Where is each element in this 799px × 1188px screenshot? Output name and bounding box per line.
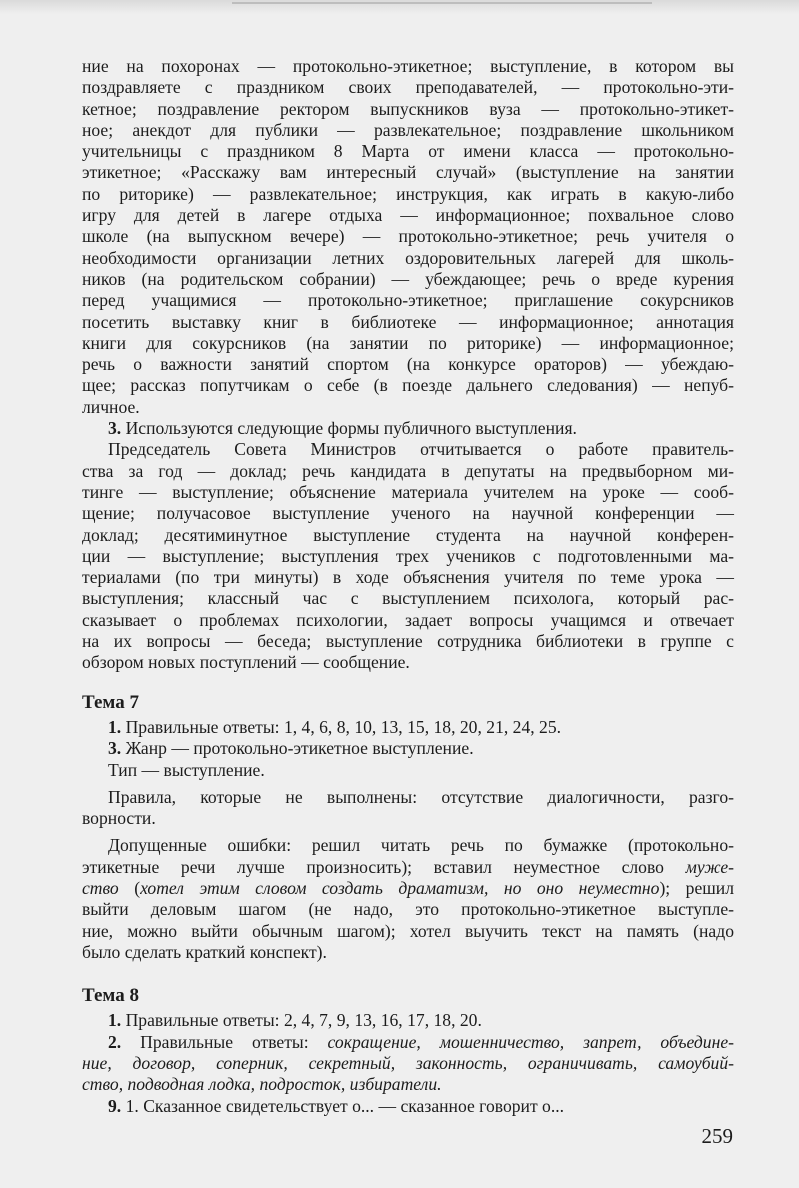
text-line: игру для детей в лагере отдыха — информационное; похвальное слово	[82, 205, 734, 226]
item-number: 2.	[108, 1031, 122, 1052]
text-line	[82, 878, 734, 899]
page-number: 259	[701, 1124, 733, 1148]
text-line	[82, 1032, 734, 1053]
text-line: было сделать краткий конспект).	[82, 941, 327, 962]
text-line: ников (на родительском собрании) — убеждающее; речь о вреде курения	[82, 268, 734, 289]
text-span: (	[118, 877, 141, 898]
text-line: тинге — выступление; объяснение материала учителем на уроке — сооб-	[82, 481, 734, 502]
text-line: сказывает о проблемах психологии, задает вопросы учащимся и отвечает	[82, 609, 734, 630]
text-line: ние, договор, соперник, секретный, законность, ограничивать, самоубий-	[82, 1053, 734, 1074]
italic-span: хотел этим словом создать драматизм, но оно неуместно	[140, 877, 660, 898]
text-line: Председатель Совета Министров отчитывается о работе правитель-	[108, 439, 734, 460]
text-line: перед учащимися — протокольно-этикетное; приглашение сокурсников	[82, 290, 734, 311]
text-line: школе (на выпускном вечере) — протокольно-этикетное; речь учителя о	[82, 226, 734, 247]
text-line: на их вопросы — беседа; выступление сотрудника библиотеки в группе с	[82, 631, 734, 652]
item-3	[82, 418, 734, 439]
item-number: 3.	[108, 738, 122, 759]
item-number: 9.	[108, 1095, 122, 1116]
text-line: щение; получасовое выступление ученого на научной конференции —	[82, 503, 734, 524]
text-line: ства за год — доклад; речь кандидата в депутаты на предвыборном ми-	[82, 460, 734, 481]
text-line: выступления; классный час с выступлением психолога, который рас-	[82, 588, 734, 609]
text-line: этикетное; «Расскажу вам интересный случай» (выступление на занятии	[82, 162, 734, 183]
paragraph-speech-forms	[82, 439, 734, 673]
text-line: Правила, которые не выполнены: отсутствие диалогичности, разго-	[108, 786, 734, 807]
tema7-item-3	[82, 738, 734, 759]
tema7-rules	[82, 787, 734, 830]
text-line: книги для сокурсников (на занятии по риторике) — информационное;	[82, 332, 734, 353]
text-span: Правильные ответы:	[121, 1031, 328, 1052]
item-number: 1.	[108, 1010, 122, 1031]
heading-tema-8: Тема 8	[82, 985, 139, 1007]
tema8-item-9	[82, 1096, 734, 1117]
top-edge-line	[232, 2, 652, 4]
tema8-item-1	[82, 1010, 734, 1031]
tema7-type: Тип — выступление.	[108, 759, 265, 780]
tema8-item-2	[82, 1032, 734, 1096]
item-text: Используются следующие формы публичного выступления.	[121, 418, 577, 439]
text-line: необходимости организации летних оздоровительных лагерей для школь-	[82, 247, 734, 268]
text-line: доклад; десятиминутное выступление студента на научной конферен-	[82, 524, 734, 545]
text-line: личное.	[82, 396, 140, 417]
item-text: Правильные ответы: 1, 4, 6, 8, 10, 13, 15, 18, 20, 21, 24, 25.	[121, 716, 562, 737]
paragraph-speech-types	[82, 56, 734, 418]
text-line: по риторике) — развлекательное; инструкция, как играть в какую-либо	[82, 183, 734, 204]
text-line: ство, подводная лодка, подросток, избиратели.	[82, 1074, 442, 1095]
text-line	[82, 857, 734, 878]
tema7-item-1	[82, 717, 734, 738]
item-number: 3.	[108, 418, 122, 439]
item-number: 1.	[108, 716, 122, 737]
italic-span: сокращение, мошенничество, запрет, объедине-	[327, 1031, 734, 1052]
text-line: териалами (по три минуты) в ходе объяснения учителя по теме урока —	[82, 567, 734, 588]
text-line: учительницы с праздником 8 Марта от имени класса — протокольно-	[82, 141, 734, 162]
item-text: Жанр — протокольно-этикетное выступление.	[121, 738, 474, 759]
text-line: выйти деловым шагом (не надо, это протокольно-этикетное выступле-	[82, 899, 734, 920]
heading-tema-7: Тема 7	[82, 691, 139, 713]
text-line: ние на похоронах — протокольно-этикетное; выступление, в котором вы	[82, 56, 734, 76]
text-line: поздравляете с праздником своих преподавателей, — протокольно-эти-	[82, 77, 734, 98]
text-line: обзором новых поступлений — сообщение.	[82, 652, 410, 673]
page-body	[82, 56, 734, 1117]
text-line: посетить выставку книг в библиотеке — информационное; аннотация	[82, 311, 734, 332]
item-text: Правильные ответы: 2, 4, 7, 9, 13, 16, 17, 18, 20.	[121, 1010, 482, 1031]
text-line: речь о важности занятий спортом (на конкурсе ораторов) — убеждаю-	[82, 354, 734, 375]
tema7-errors	[82, 835, 734, 963]
text-line: ние, можно выйти обычным шагом); хотел выучить текст на память (надо	[82, 920, 734, 941]
italic-span: ство	[82, 877, 119, 898]
text-span: этикетные речи лучше произносить); вставил неуместное слово	[82, 856, 686, 877]
text-line: ное; анекдот для публики — развлекательное; поздравление школьником	[82, 119, 734, 140]
item-text: 1. Сказанное свидетельствует о... — сказанное говорит о...	[121, 1095, 565, 1116]
text-span: ); решил	[659, 877, 735, 898]
text-line: ворности.	[82, 808, 156, 829]
italic-span: муже-	[685, 856, 734, 877]
text-line: ции — выступление; выступления трех учеников с подготовленными ма-	[82, 545, 734, 566]
text-line: Допущенные ошибки: решил читать речь по бумажке (протокольно-	[108, 835, 734, 856]
text-line: щее; рассказ попутчикам о себе (в поезде дальнего следования) — непуб-	[82, 375, 734, 396]
text-line: кетное; поздравление ректором выпускников вуза — протокольно-этикет-	[82, 98, 734, 119]
